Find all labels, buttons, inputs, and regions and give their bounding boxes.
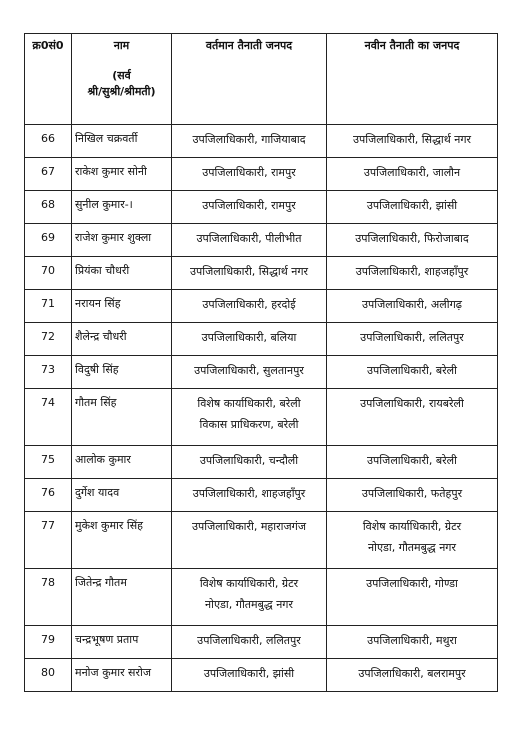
table-row	[25, 158, 498, 191]
serial-cell	[25, 626, 72, 659]
current-posting-text: उपजिलाधिकारी, बलिया	[201, 331, 297, 344]
officer-name: शैलेन्द्र चौधरी	[75, 330, 127, 343]
table-body	[25, 125, 498, 692]
name-cell	[72, 356, 172, 389]
table-row	[25, 626, 498, 659]
officer-name: प्रियंका चौधरी	[75, 264, 130, 277]
table-row	[25, 512, 498, 569]
new-posting-text: उपजिलाधिकारी, जालौन	[363, 166, 461, 179]
new-posting-cell	[327, 158, 498, 191]
new-posting-cell	[327, 626, 498, 659]
new-posting-cell	[327, 446, 498, 479]
name-cell	[72, 191, 172, 224]
new-posting-text: उपजिलाधिकारी, रायबरेली	[360, 397, 464, 410]
current-posting-cell	[172, 158, 327, 191]
current-posting-text: उपजिलाधिकारी, रामपुर	[202, 199, 296, 212]
serial-cell	[25, 659, 72, 692]
serial-number: 76	[41, 486, 55, 499]
current-posting-cell	[172, 290, 327, 323]
table-row	[25, 290, 498, 323]
current-posting-cell	[172, 125, 327, 158]
name-cell	[72, 659, 172, 692]
name-cell	[72, 479, 172, 512]
table-header-row	[25, 34, 498, 125]
new-posting-cell	[327, 479, 498, 512]
new-posting-text: नोएडा, गौतमबुद्ध नगर	[367, 541, 457, 554]
current-posting-text: उपजिलाधिकारी, चन्दौली	[199, 454, 299, 467]
serial-cell	[25, 125, 72, 158]
serial-number: 71	[41, 297, 55, 310]
new-posting-cell	[327, 125, 498, 158]
header-name-sub-1: (सर्व	[112, 69, 131, 82]
officer-name: दुर्गेश यादव	[75, 486, 120, 499]
current-posting-cell	[172, 512, 327, 569]
table-row	[25, 479, 498, 512]
serial-number: 80	[41, 666, 55, 679]
table-row	[25, 659, 498, 692]
serial-cell	[25, 290, 72, 323]
name-cell	[72, 158, 172, 191]
officer-name: मुकेश कुमार सिंह	[75, 519, 143, 532]
serial-cell	[25, 191, 72, 224]
name-cell	[72, 224, 172, 257]
current-posting-cell	[172, 356, 327, 389]
serial-cell	[25, 479, 72, 512]
serial-number: 74	[41, 396, 55, 409]
officer-name: निखिल चक्रवर्ती	[75, 132, 138, 145]
name-cell	[72, 389, 172, 446]
officer-name: सुनील कुमार-।	[75, 198, 133, 211]
name-cell	[72, 569, 172, 626]
current-posting-text: विशेष कार्याधिकारी, ग्रेटर	[199, 577, 299, 590]
header-new-posting: नवीन तैनाती का जनपद	[327, 34, 498, 125]
new-posting-text: विशेष कार्याधिकारी, ग्रेटर	[362, 520, 462, 533]
serial-number: 79	[41, 633, 55, 646]
name-cell	[72, 125, 172, 158]
table-row	[25, 389, 498, 446]
new-posting-text: उपजिलाधिकारी, झांसी	[366, 199, 458, 212]
current-posting-text: उपजिलाधिकारी, हरदोई	[202, 298, 296, 311]
officer-name: चन्द्रभूषण प्रताप	[75, 633, 139, 646]
new-posting-cell	[327, 389, 498, 446]
current-posting-cell	[172, 569, 327, 626]
current-posting-text: उपजिलाधिकारी, ललितपुर	[197, 634, 301, 647]
header-name-sub-2: श्री/सुश्री/श्रीमती)	[87, 85, 156, 98]
new-posting-cell	[327, 356, 498, 389]
table-row	[25, 125, 498, 158]
header-name	[72, 34, 172, 125]
new-posting-cell	[327, 659, 498, 692]
serial-cell	[25, 158, 72, 191]
officer-name: राजेश कुमार शुक्ला	[75, 231, 152, 244]
new-posting-text: उपजिलाधिकारी, गोण्डा	[366, 577, 458, 590]
serial-number: 66	[41, 132, 55, 145]
current-posting-cell	[172, 479, 327, 512]
serial-number: 75	[41, 453, 55, 466]
current-posting-cell	[172, 191, 327, 224]
name-cell	[72, 257, 172, 290]
table-row	[25, 569, 498, 626]
new-posting-text: उपजिलाधिकारी, सिद्धार्थ नगर	[352, 133, 472, 146]
new-posting-text: उपजिलाधिकारी, अलीगढ़	[362, 298, 462, 311]
officer-name: नरायन सिंह	[75, 297, 121, 310]
header-current-posting: वर्तमान तैनाती जनपद	[172, 34, 327, 125]
serial-cell	[25, 257, 72, 290]
current-posting-text: उपजिलाधिकारी, शाहजहाँपुर	[192, 487, 306, 500]
current-posting-cell	[172, 224, 327, 257]
serial-cell	[25, 446, 72, 479]
new-posting-text: उपजिलाधिकारी, मथुरा	[367, 634, 457, 647]
current-posting-text: उपजिलाधिकारी, सुलतानपुर	[194, 364, 304, 377]
serial-cell	[25, 356, 72, 389]
new-posting-cell	[327, 569, 498, 626]
serial-number: 72	[41, 330, 55, 343]
serial-number: 78	[41, 576, 55, 589]
name-cell	[72, 626, 172, 659]
current-posting-text: नोएडा, गौतमबुद्ध नगर	[204, 598, 294, 611]
current-posting-cell	[172, 446, 327, 479]
table-row	[25, 257, 498, 290]
transfer-table	[24, 33, 498, 692]
name-cell	[72, 290, 172, 323]
new-posting-text: उपजिलाधिकारी, बरेली	[367, 364, 457, 377]
current-posting-cell	[172, 659, 327, 692]
new-posting-text: उपजिलाधिकारी, शाहजहाँपुर	[355, 265, 469, 278]
name-cell	[72, 323, 172, 356]
header-name-label: नाम	[113, 39, 130, 52]
current-posting-cell	[172, 257, 327, 290]
serial-number: 67	[41, 165, 55, 178]
current-posting-cell	[172, 389, 327, 446]
new-posting-cell	[327, 191, 498, 224]
current-posting-text: विकास प्राधिकरण, बरेली	[199, 418, 299, 431]
officer-name: मनोज कुमार सरोज	[75, 666, 152, 679]
current-posting-text: उपजिलाधिकारी, सिद्धार्थ नगर	[189, 265, 309, 278]
serial-number: 73	[41, 363, 55, 376]
serial-cell	[25, 389, 72, 446]
officer-name: गौतम सिंह	[75, 396, 117, 409]
officer-name: आलोक कुमार	[75, 453, 131, 466]
new-posting-cell	[327, 512, 498, 569]
serial-cell	[25, 512, 72, 569]
serial-cell	[25, 323, 72, 356]
serial-number: 69	[41, 231, 55, 244]
current-posting-text: विशेष कार्याधिकारी, बरेली	[197, 397, 301, 410]
new-posting-text: उपजिलाधिकारी, ललितपुर	[360, 331, 464, 344]
serial-cell	[25, 569, 72, 626]
serial-number: 70	[41, 264, 55, 277]
new-posting-cell	[327, 224, 498, 257]
new-posting-text: उपजिलाधिकारी, बलरामपुर	[358, 667, 466, 680]
name-cell	[72, 512, 172, 569]
officer-name: विदुषी सिंह	[75, 363, 119, 376]
table-row	[25, 191, 498, 224]
table-row	[25, 224, 498, 257]
new-posting-text: उपजिलाधिकारी, फिरोजाबाद	[355, 232, 469, 245]
current-posting-text: उपजिलाधिकारी, महाराजगंज	[192, 520, 306, 533]
table-row	[25, 446, 498, 479]
serial-number: 68	[41, 198, 55, 211]
new-posting-cell	[327, 323, 498, 356]
header-serial: क्र0सं0	[25, 34, 72, 125]
current-posting-text: उपजिलाधिकारी, रामपुर	[202, 166, 296, 179]
new-posting-text: उपजिलाधिकारी, फतेहपुर	[361, 487, 463, 500]
new-posting-text: उपजिलाधिकारी, बरेली	[367, 454, 457, 467]
current-posting-text: उपजिलाधिकारी, झांसी	[203, 667, 295, 680]
current-posting-cell	[172, 323, 327, 356]
table-row	[25, 323, 498, 356]
current-posting-cell	[172, 626, 327, 659]
serial-number: 77	[41, 519, 55, 532]
current-posting-text: उपजिलाधिकारी, पीलीभीत	[196, 232, 302, 245]
name-cell	[72, 446, 172, 479]
new-posting-cell	[327, 257, 498, 290]
table-row	[25, 356, 498, 389]
officer-name: जितेन्द्र गौतम	[75, 576, 127, 589]
new-posting-cell	[327, 290, 498, 323]
officer-name: राकेश कुमार सोनी	[75, 165, 147, 178]
serial-cell	[25, 224, 72, 257]
current-posting-text: उपजिलाधिकारी, गाजियाबाद	[192, 133, 306, 146]
